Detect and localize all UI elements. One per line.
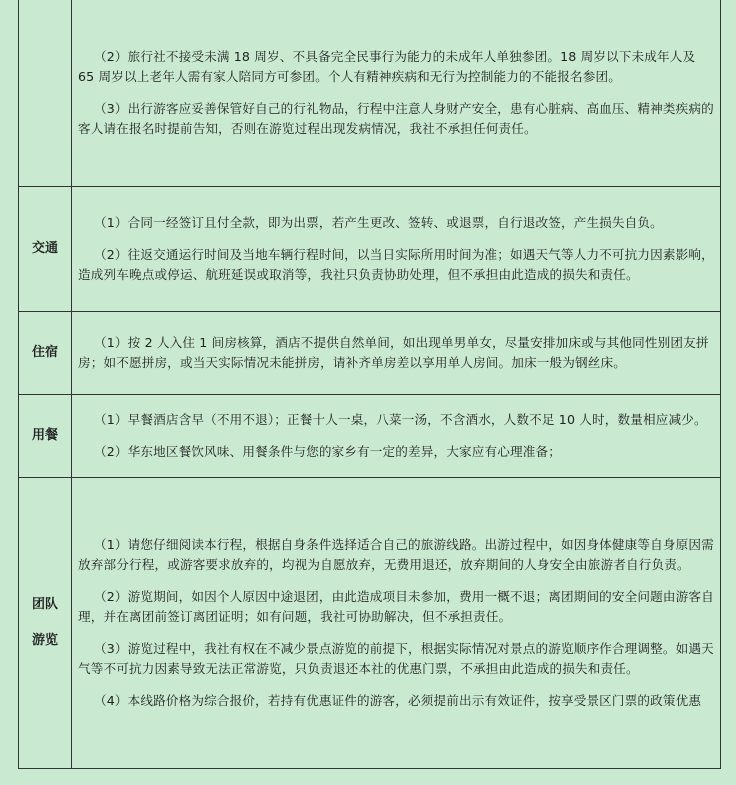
table-row <box>19 312 721 395</box>
paragraph: （1）早餐酒店含早（不用不退）；正餐十人一桌，八菜一汤，不含酒水，人数不足 10 人时，数量相应减少。 <box>94 412 707 427</box>
paragraph: （1）合同一经签订且付全款，即为出票，若产生更改、签转、或退票，自行退改签，产生损失自负。 <box>94 215 663 230</box>
label-line: 团队 <box>31 597 58 612</box>
terms-table <box>18 0 721 769</box>
paragraph: （2）游览期间，如因个人原因中途退团，由此造成项目未参加，费用一概不退；离团期间的安全问题由游客自理，并在离团前签订离团证明；如有问题，我社可协助解决，但不承担责任。 <box>78 589 714 624</box>
row-content <box>72 478 721 769</box>
row-content <box>72 312 721 395</box>
row-label-group-tour <box>19 478 72 769</box>
table-row <box>19 478 721 769</box>
row-label-lodging: 住宿 <box>19 312 72 395</box>
paragraph: （2）往返交通运行时间及当地车辆行程时间，以当日实际所用时间为准；如遇天气等人力不可抗力因素影响，造成列车晚点或停运、航班延误或取消等，我社只负责协助处理，但不承担由此造成的损失和责任。 <box>78 247 714 282</box>
paragraph: （1）请您仔细阅读本行程，根据自身条件选择适合自己的旅游线路。出游过程中，如因身体健康等自身原因需放弃部分行程，或游客要求放弃的，均视为自愿放弃，无费用退还，放弃期间的人身安全由旅游者自行负责。 <box>78 537 714 572</box>
table-row <box>19 187 721 312</box>
table-row <box>19 0 721 187</box>
row-content <box>72 395 721 478</box>
table-row <box>19 395 721 478</box>
row-content <box>72 187 721 312</box>
row-label-meals: 用餐 <box>19 395 72 478</box>
paragraph: （2）旅行社不接受未满 18 周岁、不具备完全民事行为能力的未成年人单独参团。18 周岁以下未成年人及 65 周岁以上老年人需有家人陪同方可参团。个人有精神疾病和无行为控制能力的不能报名参团。 <box>78 49 696 84</box>
paragraph: （4）本线路价格为综合报价，若持有优惠证件的游客，必须提前出示有效证件，按享受景区门票的政策优惠 <box>94 693 702 708</box>
paragraph: （1）按 2 人入住 1 间房核算，酒店不提供自然单间，如出现单男单女，尽量安排加床或与其他同性别团友拼房；如不愿拼房，或当天实际情况未能拼房，请补齐单房差以享用单人房间。加床一般为钢丝床。 <box>78 335 709 370</box>
paragraph: （3）出行游客应妥善保管好自己的行礼物品，行程中注意人身财产安全，患有心脏病、高血压、精神类疾病的客人请在报名时提前告知，否则在游览过程出现发病情况，我社不承担任何责任。 <box>78 101 714 136</box>
paragraph: （2）华东地区餐饮风味、用餐条件与您的家乡有一定的差异，大家应有心理准备； <box>94 444 561 459</box>
label-line: 游览 <box>31 633 58 648</box>
row-label-empty <box>19 0 72 187</box>
row-label-transport: 交通 <box>19 187 72 312</box>
paragraph: （3）游览过程中，我社有权在不减少景点游览的前提下，根据实际情况对景点的游览顺序作合理调整。如遇天气等不可抗力因素导致无法正常游览，只负责退还本社的优惠门票，不承担由此造成的损失和责任。 <box>78 641 714 676</box>
row-content <box>72 0 721 187</box>
